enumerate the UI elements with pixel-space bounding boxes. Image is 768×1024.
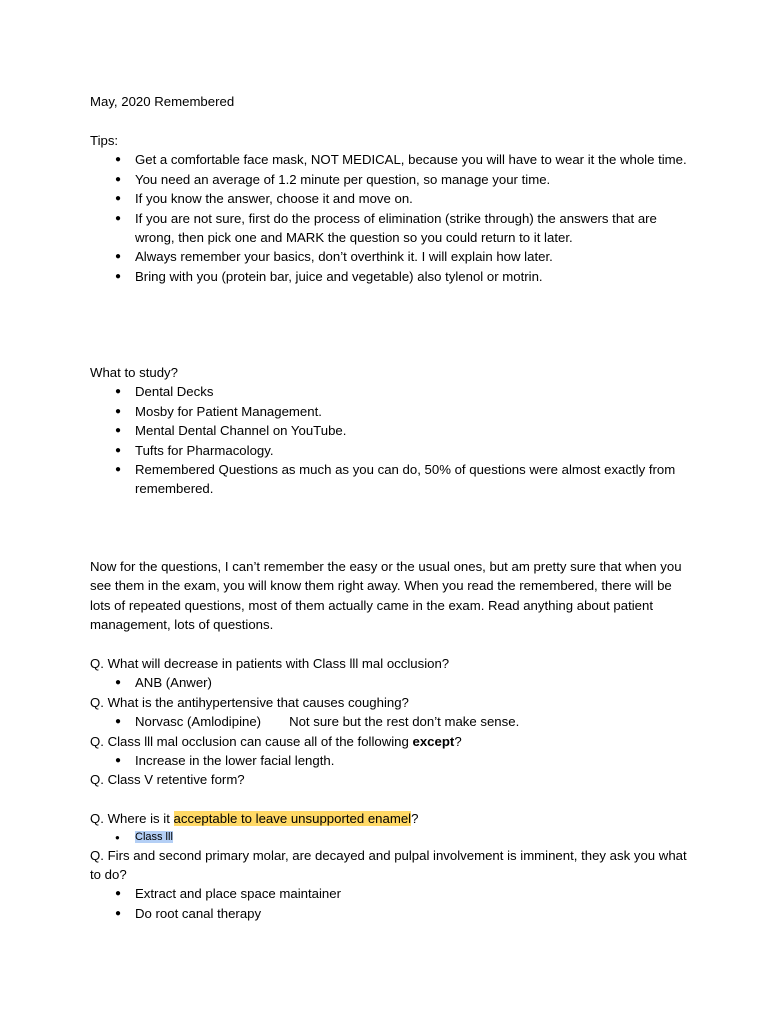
list-item: ● Dental Decks: [90, 382, 690, 401]
document-title: May, 2020 Remembered: [90, 94, 235, 109]
tips-section: [90, 131, 690, 286]
answer-1: ● ANB (Anwer): [90, 673, 690, 692]
answer-3: ● Increase in the lower facial length.: [90, 751, 690, 770]
answer-5: [90, 829, 690, 846]
question-5-end: ?: [411, 811, 419, 827]
answer-2-note: Not sure but the rest don’t make sense.: [289, 714, 520, 730]
question-3-text: Q. Class lll mal occlusion can cause all of the following: [90, 733, 413, 749]
question-2: Q. What is the antihypertensive that causes coughing?: [90, 694, 409, 710]
answer-2: [90, 712, 690, 731]
study-list: [90, 382, 690, 498]
question-1: Q. What will decrease in patients with Class lll mal occlusion?: [90, 656, 450, 671]
questions-section: [90, 654, 690, 923]
question-3-end: ?: [454, 733, 462, 749]
answer-5-highlight: Class lll: [135, 830, 173, 843]
question-3-emphasis: except: [412, 733, 455, 749]
question-4: Q. Class V retentive form?: [90, 772, 245, 788]
list-item: ● Tufts for Pharmacology.: [90, 441, 690, 460]
list-item: ● Remembered Questions as much as you can do, 50% of questions were almost exactly from remembered.: [90, 460, 690, 499]
question-3: [90, 732, 690, 751]
question-6: Q. Firs and second primary molar, are decayed and pulpal involvement is imminent, they ask you what to do?: [90, 847, 687, 883]
answer-2-text: Norvasc (Amlodipine): [135, 714, 262, 730]
question-5-text: Q. Where is it: [90, 811, 174, 827]
list-item: ● If you are not sure, first do the process of elimination (strike through) the answers that are wrong, then pick one and MARK the question so you could return to it later.: [90, 209, 690, 248]
question-5: [90, 809, 690, 828]
answer-6-option: ● Extract and place space maintainer: [90, 884, 690, 903]
list-item: ● Mosby for Patient Management.: [90, 402, 690, 421]
answer-6-option: ● Do root canal therapy: [90, 904, 690, 923]
list-item: ● If you know the answer, choose it and move on.: [90, 189, 690, 208]
study-section: [90, 363, 690, 499]
list-item: ● Always remember your basics, don’t overthink it. I will explain how later.: [90, 247, 690, 266]
intro-paragraph: Now for the questions, I can’t remember the easy or the usual ones, but am pretty sure that when you see them in the exam, you will know them right away. When you read the remembered, there will be lots of repeated questions, most of them actually came in the exam. Read anything about patient management, lots of questions.: [90, 559, 682, 633]
list-item: ● You need an average of 1.2 minute per question, so manage your time.: [90, 170, 690, 189]
question-5-highlight: acceptable to leave unsupported enamel: [173, 811, 412, 827]
list-item: ● Bring with you (protein bar, juice and vegetable) also tylenol or motrin.: [90, 267, 690, 286]
tips-heading: Tips:: [90, 133, 119, 148]
list-item: ● Get a comfortable face mask, NOT MEDICAL, because you will have to wear it the whole time.: [90, 150, 690, 169]
tips-list: [90, 150, 690, 286]
study-heading: What to study?: [90, 365, 178, 380]
list-item: ● Mental Dental Channel on YouTube.: [90, 421, 690, 440]
